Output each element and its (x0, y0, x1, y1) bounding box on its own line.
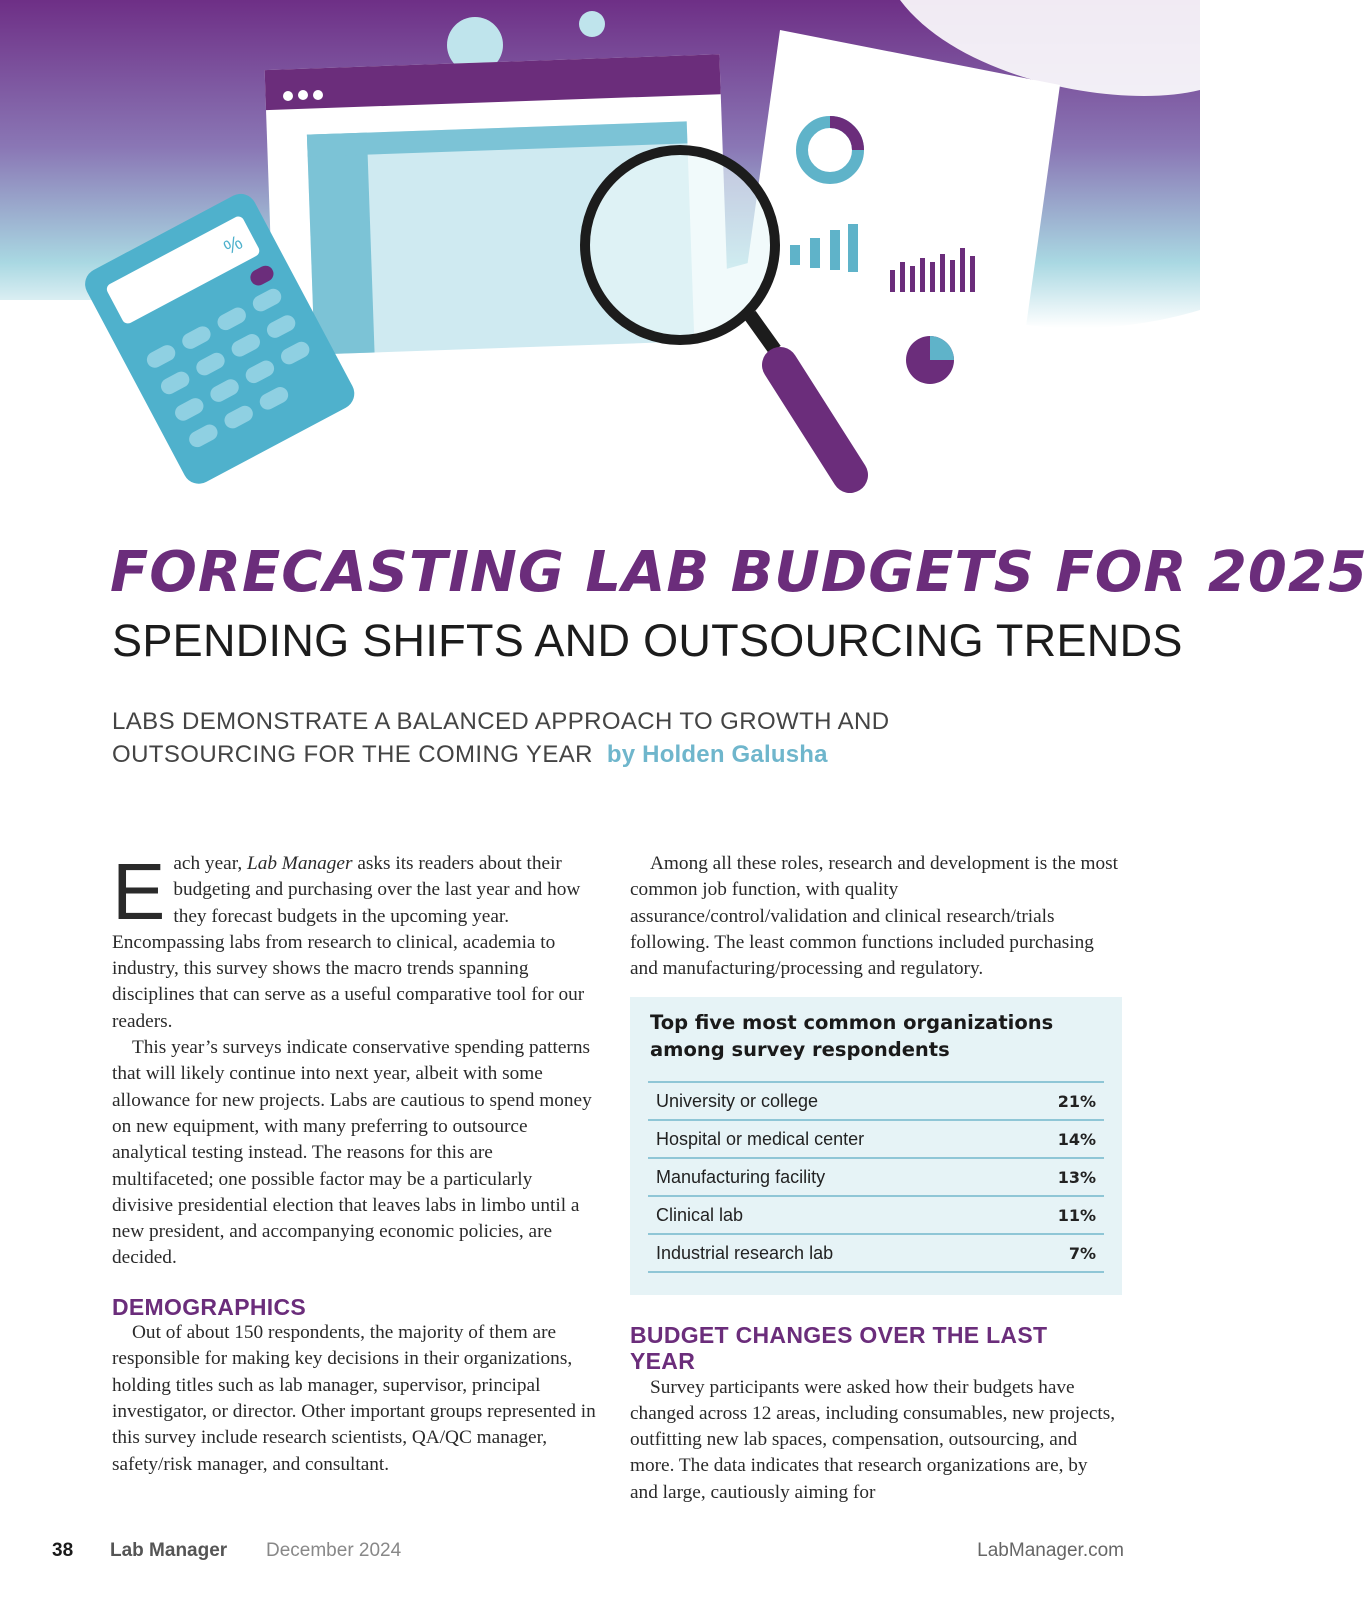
row-label: Industrial research lab (656, 1242, 834, 1263)
article-deck (112, 705, 1012, 771)
body-column-left (112, 847, 597, 1478)
calculator-key-label: % (220, 231, 247, 260)
deck-line-2 (112, 738, 1012, 771)
body-column-right-lower (630, 1322, 1118, 1506)
paragraph-roles: Among all these roles, research and development is the most common job function, with quality assurance/control/validation and clinical research/trials following. The least common functions included purchasing and manufacturing/processing and regulatory. (630, 853, 1118, 980)
row-label: University or college (656, 1090, 819, 1111)
organizations-box-title: Top five most common organizations among survey respondents (650, 1011, 1054, 1061)
organizations-box (630, 997, 1122, 1295)
row-value: 14% (1057, 1129, 1096, 1149)
article-title: FORECASTING LAB BUDGETS FOR 2025 (110, 540, 1368, 605)
paragraph-spending: This year’s surveys indicate conservative spending patterns that will likely continue into next year, albeit with some allowance for new projects. Labs are cautious to spend money on new equipment, with many preferring to outsource analytical testing instead. The reasons for this are multifaceted; one possible factor may be a particularly divisive presidential election that leaves labs in limbo until a new president, and accompanying economic policies, are decided. (112, 1037, 592, 1269)
magazine-name-italic: Lab Manager (246, 853, 353, 874)
body-column-right (630, 851, 1118, 982)
intro-text-b: asks its readers about their budgeting and purchasing over the last year and how they forecast budgets in the upcoming year. Encompassing labs from research to clinical, academia to industry, this survey shows the macro trends spanning disciplines that can serve as a useful comparative tool for our readers. (112, 853, 585, 1032)
row-label: Manufacturing facility (656, 1166, 826, 1187)
table-row (648, 1159, 1104, 1197)
page-number: 38 (52, 1540, 74, 1561)
drop-cap: E (112, 847, 166, 936)
byline: by Holden Galusha (606, 741, 828, 768)
organizations-table (648, 1081, 1104, 1273)
table-row (648, 1121, 1104, 1159)
row-label: Clinical lab (656, 1204, 744, 1225)
footer-issue-date: December 2024 (266, 1540, 402, 1561)
table-row (648, 1083, 1104, 1121)
section-heading-demographics: DEMOGRAPHICS (112, 1293, 307, 1320)
page-footer (0, 1540, 1200, 1570)
row-value: 13% (1057, 1167, 1096, 1187)
footer-magazine-name: Lab Manager (110, 1540, 228, 1561)
paragraph-budget-changes: Survey participants were asked how their budgets have changed across 12 areas, including consumables, new projects, outfitting new lab spaces, compensation, outsourcing, and more. The data indicates that research organizations are, by and large, cautiously aiming for (630, 1376, 1116, 1503)
paragraph-intro (112, 847, 597, 1035)
paragraph-demographics: Out of about 150 respondents, the majority of them are responsible for making key decisions in their organizations, holding titles such as lab manager, supervisor, principal investigator, or director. Other important groups represented in this survey include research scientists, QA/QC manager, safety/risk manager, and consultant. (112, 1322, 596, 1475)
deck-line-1: LABS DEMONSTRATE A BALANCED APPROACH TO GROWTH AND (112, 708, 890, 735)
hero-illustration (0, 0, 1200, 520)
article-subtitle: SPENDING SHIFTS AND OUTSOURCING TRENDS (112, 615, 1183, 666)
row-value: 21% (1057, 1091, 1096, 1111)
section-heading-budget-changes: BUDGET CHANGES OVER THE LAST YEAR (630, 1322, 1048, 1375)
row-value: 11% (1057, 1205, 1096, 1225)
footer-website-link[interactable]: LabManager.com (977, 1540, 1124, 1561)
row-value: 7% (1068, 1243, 1096, 1263)
row-label: Hospital or medical center (656, 1128, 865, 1149)
table-row (648, 1197, 1104, 1235)
intro-text-a: ach year, (173, 853, 247, 874)
deck-line-2-text: OUTSOURCING FOR THE COMING YEAR (112, 741, 593, 768)
table-row (648, 1235, 1104, 1273)
